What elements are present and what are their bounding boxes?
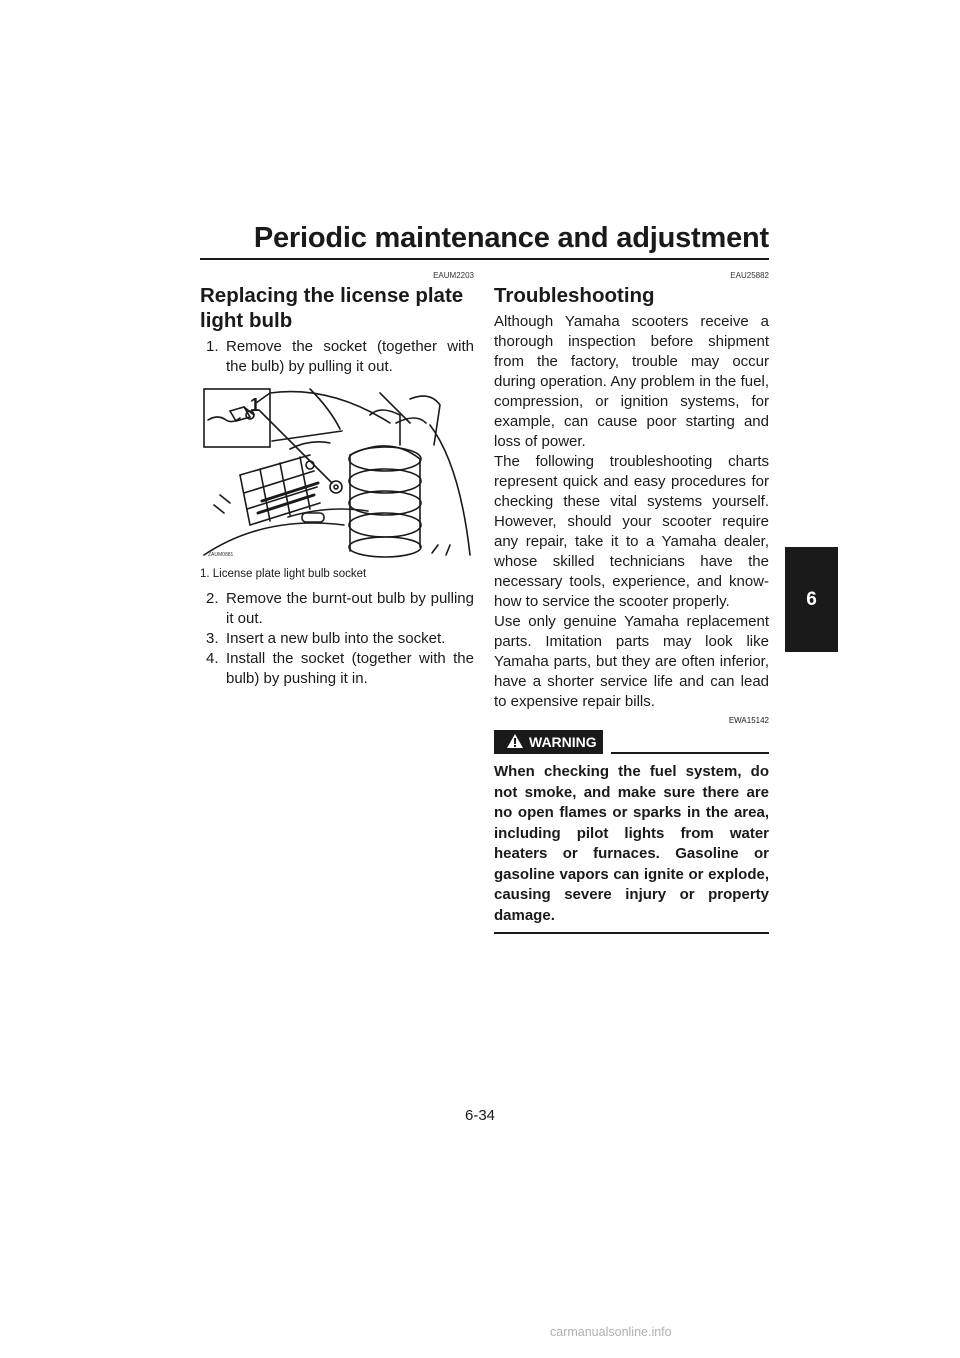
- warning-bottom-rule: [494, 932, 769, 934]
- chapter-tab: 6: [785, 547, 838, 652]
- section-code: EAU25882: [730, 271, 769, 280]
- figure-caption: 1. License plate light bulb socket: [200, 568, 367, 580]
- warning-badge: [494, 730, 603, 754]
- body-paragraph: Although Yamaha scooters receive a thorough inspection before shipment from the factory, trouble may occur during operation. Any problem in the fuel, compression, or ignition systems, for example, can cause poor starting and loss of power.: [494, 313, 769, 450]
- warning-triangle-icon: [506, 733, 524, 752]
- steps-list-2: [200, 589, 474, 689]
- page-number: 6-34: [464, 1107, 496, 1124]
- warning-block: [494, 716, 769, 934]
- step-number: 1.: [206, 338, 219, 355]
- section-code: EAUM2203: [433, 271, 474, 280]
- section-heading: Troubleshooting: [494, 284, 655, 307]
- step-item: [200, 649, 474, 689]
- left-column: [200, 271, 474, 689]
- step-number: 2.: [206, 590, 219, 607]
- header-rule: [200, 258, 769, 260]
- watermark: carmanualsonline.info: [550, 1325, 672, 1339]
- right-column: [494, 271, 769, 934]
- illustration-drawing: [200, 385, 474, 565]
- step-item: [200, 589, 474, 629]
- steps-list-1: [200, 337, 474, 377]
- socket-illustration: [200, 385, 474, 565]
- step-text: Install the socket (together with the bulb) by pushing it in.: [226, 650, 474, 687]
- step-text: Insert a new bulb into the socket.: [226, 630, 446, 647]
- step-item: [200, 337, 474, 377]
- step-number: 3.: [206, 630, 219, 647]
- warning-header: [494, 728, 769, 754]
- warning-rule: [611, 752, 769, 754]
- step-text: Remove the burnt-out bulb by pulling it out.: [226, 590, 474, 627]
- warning-text: When checking the fuel system, do not smoke, and make sure there are no open flames or sparks in the area, including pilot lights from water heaters or furnaces. Gasoline or gasoline vapors can ignite or explode, causing severe injury or property damage.: [494, 763, 769, 924]
- warning-label: WARNING: [529, 734, 597, 750]
- section-heading: Replacing the license plate light bulb: [200, 284, 464, 332]
- callout-number: 1: [250, 395, 261, 415]
- step-number: 4.: [206, 650, 219, 667]
- figure-code: ZAUM0881: [208, 552, 234, 558]
- body-paragraph: The following troubleshooting charts represent quick and easy procedures for checking these vital systems yourself. However, should your scooter require any repair, take it to a Yamaha dealer, whose skilled technicians have the necessary tools, experience, and know-how to service the scooter properly.: [494, 453, 769, 610]
- warning-code: EWA15142: [728, 716, 769, 725]
- body-paragraph: Use only genuine Yamaha replacement parts. Imitation parts may look like Yamaha parts, but they are often inferior, have a shorter service life and can lead to expensive repair bills.: [494, 613, 769, 710]
- page-header-title: Periodic maintenance and adjustment: [253, 222, 769, 254]
- step-text: Remove the socket (together with the bulb) by pulling it out.: [226, 338, 474, 375]
- step-item: [200, 629, 474, 649]
